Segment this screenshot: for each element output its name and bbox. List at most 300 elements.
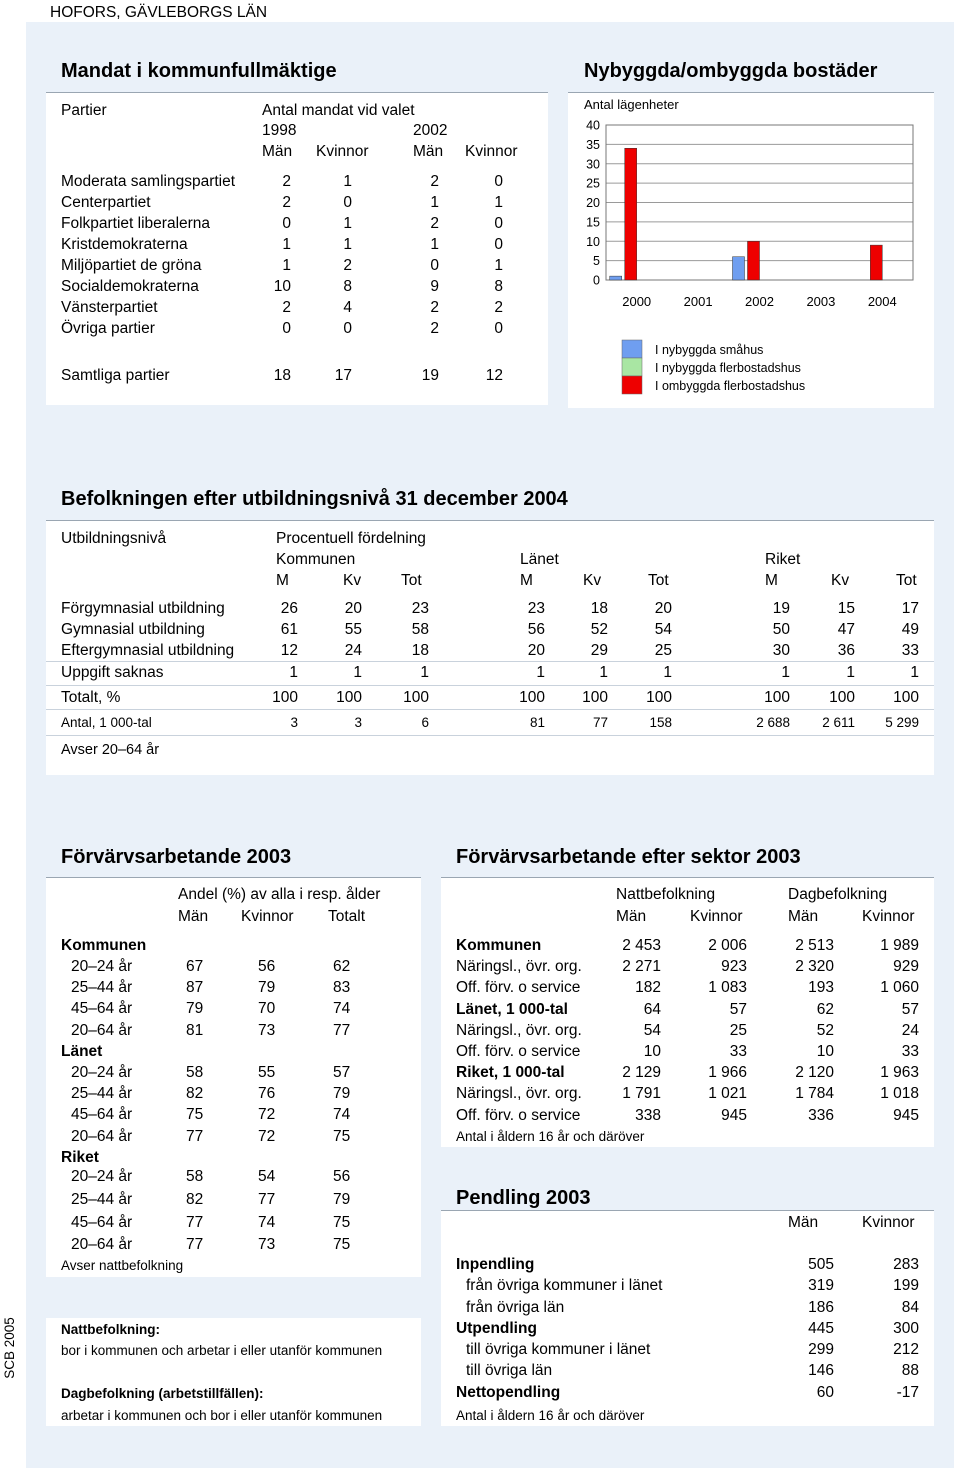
utb-title: Befolkningen efter utbildningsnivå 31 december 2004: [61, 488, 568, 510]
sektor-cell: 1 021: [708, 1085, 747, 1102]
chart-x-tick: 2001: [683, 294, 713, 309]
utb-cell: 56: [527, 621, 545, 638]
utb-col-group: Procentuell fördelning: [276, 530, 426, 547]
forv-cell: 77: [186, 1214, 204, 1231]
mandat-cell: 9: [430, 278, 439, 295]
chart-bar: [748, 241, 760, 280]
utb-subcol: Kv: [343, 572, 362, 589]
sektor-cell: 24: [901, 1022, 919, 1039]
forv-cell: 75: [186, 1106, 204, 1123]
mandat-subcol: Kvinnor: [465, 143, 518, 160]
mandat-cell: 2: [343, 257, 352, 274]
utb-cell: 100: [582, 689, 608, 706]
forv-subcol: Kvinnor: [241, 908, 294, 925]
utb-cell: 2 611: [822, 715, 855, 730]
pendling-cell: 212: [893, 1341, 919, 1358]
def-nattbefolkning-text: bor i kommunen och arbetar i eller utanför kommunen: [61, 1343, 383, 1358]
forv-cell: 55: [258, 1064, 276, 1081]
utb-region: Länet: [520, 551, 559, 568]
sektor-cell: 62: [816, 1001, 834, 1018]
chart-y-tick: 10: [586, 234, 600, 249]
chart-title: Nybyggda/ombyggda bostäder: [584, 60, 878, 82]
chart-bar: [733, 257, 745, 280]
forv-cell: 75: [333, 1236, 351, 1253]
sektor-group: Nattbefolkning: [616, 886, 716, 903]
footer-label: SCB 2005: [2, 1317, 17, 1379]
forv-cell: 87: [186, 979, 204, 996]
chart-legend-label: I ombyggda flerbostadshus: [655, 379, 806, 393]
pendling-cell: 299: [808, 1341, 834, 1358]
forv-cell: 56: [333, 1168, 351, 1185]
forv-title: Förvärvsarbetande 2003: [61, 846, 292, 868]
utb-cell: 20: [654, 600, 672, 617]
sektor-cell: 2 513: [795, 937, 834, 954]
forv-cell: 79: [333, 1191, 351, 1208]
mandat-cell: 0: [494, 320, 503, 337]
chart-y-tick: 30: [586, 157, 600, 172]
utb-cell: 23: [411, 600, 429, 617]
mandat-col-group: Antal mandat vid valet: [262, 102, 415, 119]
utb-col-level: Utbildningsnivå: [61, 530, 167, 547]
sektor-cell: 25: [729, 1022, 747, 1039]
utb-subcol: Tot: [896, 572, 917, 589]
utb-cell: 17: [901, 600, 919, 617]
forv-section-1: Länet: [61, 1043, 103, 1060]
utb-cell: 47: [837, 621, 855, 638]
utb-subcol: M: [276, 572, 289, 589]
forv-cell: 54: [258, 1168, 276, 1185]
utb-subcol: M: [765, 572, 778, 589]
chart-y-tick: 20: [586, 196, 600, 210]
mandat-party-name: Övriga partier: [61, 320, 155, 337]
chart-y-tick: 0: [593, 273, 600, 288]
utb-cell: 2 688: [756, 715, 790, 730]
mandat-total-cell: 18: [273, 367, 291, 384]
chart-x-tick: 2000: [622, 294, 652, 309]
forv-age: 25–44 år: [71, 1191, 133, 1208]
mandat-party-name: Vänsterpartiet: [61, 299, 158, 316]
mandat-cell: 1: [430, 194, 439, 211]
mandat-cell: 1: [282, 236, 291, 253]
forv-cell: 73: [258, 1022, 276, 1039]
forv-age: 45–64 år: [71, 1000, 133, 1017]
chart-x-tick: 2004: [867, 294, 897, 309]
forv-age: 20–24 år: [71, 1168, 133, 1185]
mandat-col-parties: Partier: [61, 102, 107, 119]
sektor-cell: 10: [643, 1043, 661, 1060]
sektor-cell: 2 120: [795, 1064, 834, 1081]
chart-legend-swatch: [622, 376, 642, 394]
utb-cell: 3: [290, 715, 298, 730]
utb-cell: 1: [781, 664, 790, 681]
utb-cell: 100: [403, 689, 429, 706]
pendling-row-name: Utpendling: [456, 1320, 537, 1337]
mandat-cell: 2: [430, 299, 439, 316]
utb-cell: 1: [289, 664, 298, 681]
sektor-cell: 2 320: [795, 958, 834, 975]
sektor-cell: 336: [808, 1107, 834, 1124]
forv-section-2: Riket: [61, 1149, 99, 1166]
utb-subcol: Kv: [583, 572, 602, 589]
forv-age: 20–24 år: [71, 1064, 133, 1081]
forv-cell: 74: [333, 1106, 351, 1123]
pendling-cell: 505: [808, 1256, 834, 1273]
mandat-cell: 2: [282, 173, 291, 190]
mandat-party-name: Folkpartiet liberalerna: [61, 215, 211, 232]
pendling-subcol: Män: [788, 1214, 819, 1231]
chart-y-tick: 25: [586, 176, 600, 191]
utb-cell: 18: [590, 600, 608, 617]
chart-legend-label: I nybyggda småhus: [655, 343, 764, 357]
utb-row-separator: [46, 735, 934, 736]
sektor-cell: 64: [643, 1001, 661, 1018]
forv-cell: 83: [333, 979, 351, 996]
forv-cell: 77: [258, 1191, 276, 1208]
forv-cell: 56: [258, 958, 276, 975]
bar-chart: [568, 92, 934, 408]
sektor-cell: 57: [901, 1001, 919, 1018]
sektor-row-name: Off. förv. o service: [456, 979, 581, 996]
pendling-row-name: Nettopendling: [456, 1384, 561, 1401]
pendling-note: Antal i åldern 16 år och däröver: [456, 1408, 645, 1423]
forv-age: 45–64 år: [71, 1106, 133, 1123]
utb-subcol: Kv: [831, 572, 850, 589]
mandat-party-name: Moderata samlingspartiet: [61, 173, 236, 190]
pendling-row-name: till övriga kommuner i länet: [466, 1341, 651, 1358]
utb-cell: 100: [893, 689, 919, 706]
sektor-cell: 1 060: [880, 979, 919, 996]
utb-cell: 1: [353, 664, 362, 681]
forv-cell: 58: [186, 1168, 204, 1185]
mandat-cell: 0: [282, 215, 291, 232]
sektor-cell: 10: [816, 1043, 834, 1060]
footer-container: [0, 1300, 18, 1410]
chart-x-tick: 2003: [806, 294, 836, 309]
utb-cell: 33: [901, 642, 919, 659]
mandat-cell: 0: [343, 194, 352, 211]
utb-row-name: Förgymnasial utbildning: [61, 600, 225, 617]
mandat-party-name: Centerpartiet: [61, 194, 151, 211]
forv-age: 20–64 år: [71, 1236, 133, 1253]
utb-row-name: Eftergymnasial utbildning: [61, 642, 235, 659]
forv-cell: 72: [258, 1106, 276, 1123]
utb-cell: 12: [280, 642, 298, 659]
utb-cell: 58: [411, 621, 429, 638]
utb-subcol: Tot: [401, 572, 422, 589]
utb-cell: 36: [837, 642, 855, 659]
mandat-cell: 0: [282, 320, 291, 337]
forv-cell: 70: [258, 1000, 276, 1017]
utb-cell: 61: [280, 621, 298, 638]
utb-cell: 100: [829, 689, 855, 706]
chart-y-tick: 35: [586, 137, 600, 152]
mandat-cell: 2: [494, 299, 503, 316]
forv-cell: 82: [186, 1191, 204, 1208]
pendling-title: Pendling 2003: [456, 1187, 591, 1209]
forv-cell: 57: [333, 1064, 351, 1081]
mandat-subcol: Män: [413, 143, 444, 160]
forv-cell: 79: [258, 979, 276, 996]
utb-region: Kommunen: [276, 551, 356, 568]
utb-cell: 1: [536, 664, 545, 681]
mandat-party-name: Miljöpartiet de gröna: [61, 257, 202, 274]
sektor-row-name: Näringsl., övr. org.: [456, 1022, 582, 1039]
mandat-year-1998: 1998: [262, 122, 297, 139]
forv-age: 25–44 år: [71, 979, 133, 996]
sektor-row-name: Off. förv. o service: [456, 1043, 581, 1060]
chart-y-tick: 5: [593, 254, 600, 269]
mandat-party-name: Kristdemokraterna: [61, 236, 188, 253]
pendling-row-name: Inpendling: [456, 1256, 535, 1273]
pendling-cell: 319: [808, 1277, 834, 1294]
mandat-cell: 0: [494, 236, 503, 253]
sektor-cell: 1 963: [880, 1064, 919, 1081]
utb-cell: 55: [344, 621, 362, 638]
sektor-rule: [441, 877, 934, 878]
sektor-row-name: Off. förv. o service: [456, 1107, 581, 1124]
mandat-cell: 0: [343, 320, 352, 337]
forv-cell: 73: [258, 1236, 276, 1253]
utb-cell: 15: [837, 600, 855, 617]
utb-cell: 100: [336, 689, 362, 706]
chart-legend-label: I nybyggda flerbostadshus: [655, 361, 801, 375]
sektor-note: Antal i åldern 16 år och däröver: [456, 1129, 645, 1144]
utb-cell: 158: [649, 715, 672, 730]
forv-subcol: Totalt: [328, 908, 366, 925]
mandat-cell: 0: [430, 257, 439, 274]
sektor-cell: 945: [893, 1107, 919, 1124]
mandat-title: Mandat i kommunfullmäktige: [61, 60, 337, 82]
utb-cell: 49: [901, 621, 919, 638]
forv-age: 45–64 år: [71, 1214, 133, 1231]
utb-cell: 1: [910, 664, 919, 681]
mandat-cell: 1: [494, 257, 503, 274]
utb-cell: 100: [764, 689, 790, 706]
pendling-row-name: från övriga kommuner i länet: [466, 1277, 663, 1294]
sektor-cell: 52: [816, 1022, 834, 1039]
sektor-row-name: Näringsl., övr. org.: [456, 1085, 582, 1102]
def-dagbefolkning-title: Dagbefolkning (arbetstillfällen):: [61, 1386, 264, 1401]
sektor-cell: 2 129: [622, 1064, 661, 1081]
forv-subcol: Män: [178, 908, 209, 925]
mandat-cell: 4: [343, 299, 352, 316]
sektor-cell: 929: [893, 958, 919, 975]
mandat-cell: 1: [282, 257, 291, 274]
utb-cell: 100: [646, 689, 672, 706]
utb-row-name: Antal, 1 000-tal: [61, 715, 152, 730]
utb-cell: 100: [272, 689, 298, 706]
utb-subcol: M: [520, 572, 533, 589]
utb-cell: 25: [654, 642, 672, 659]
mandat-cell: 10: [273, 278, 291, 295]
sektor-cell: 338: [635, 1107, 661, 1124]
pendling-row-name: från övriga län: [466, 1299, 565, 1316]
forv-age: 20–64 år: [71, 1022, 133, 1039]
utb-note: Avser 20–64 år: [61, 742, 160, 758]
pendling-cell: 300: [893, 1320, 919, 1337]
utb-cell: 29: [590, 642, 608, 659]
mandat-total-name: Samtliga partier: [61, 367, 170, 384]
sektor-cell: 33: [729, 1043, 747, 1060]
sektor-cell: 1 018: [880, 1085, 919, 1102]
chart-y-tick: 40: [586, 118, 600, 133]
sektor-title: Förvärvsarbetande efter sektor 2003: [456, 846, 801, 868]
forv-cell: 77: [186, 1128, 204, 1145]
sektor-cell: 1 791: [622, 1085, 661, 1102]
forv-cell: 62: [333, 958, 351, 975]
sektor-cell: 193: [808, 979, 834, 996]
sektor-row-name: Kommunen: [456, 937, 542, 954]
mandat-subcol: Män: [262, 143, 293, 160]
utb-cell: 6: [421, 715, 429, 730]
sektor-cell: 1 989: [880, 937, 919, 954]
mandat-cell: 1: [494, 194, 503, 211]
utb-cell: 18: [411, 642, 429, 659]
forv-cell: 82: [186, 1085, 204, 1102]
pendling-subcol: Kvinnor: [862, 1214, 915, 1231]
mandat-cell: 2: [430, 320, 439, 337]
mandat-total-cell: 17: [334, 367, 352, 384]
sektor-cell: 33: [901, 1043, 919, 1060]
mandat-cell: 2: [430, 215, 439, 232]
utb-region: Riket: [765, 551, 801, 568]
sektor-cell: 1 966: [708, 1064, 747, 1081]
utb-cell: 19: [772, 600, 790, 617]
utb-cell: 52: [590, 621, 608, 638]
forv-age: 20–64 år: [71, 1128, 133, 1145]
mandat-party-name: Socialdemokraterna: [61, 278, 199, 295]
sektor-subcol: Män: [788, 908, 819, 925]
utb-cell: 5 299: [885, 715, 919, 730]
mandat-cell: 2: [282, 194, 291, 211]
utb-row-name: Gymnasial utbildning: [61, 621, 205, 638]
utb-cell: 77: [592, 715, 608, 730]
forv-cell: 81: [186, 1022, 204, 1039]
forv-age: 25–44 år: [71, 1085, 133, 1102]
mandat-total-cell: 19: [421, 367, 439, 384]
forv-age: 20–24 år: [71, 958, 133, 975]
forv-cell: 77: [333, 1022, 351, 1039]
mandat-cell: 1: [430, 236, 439, 253]
pendling-cell: 84: [901, 1299, 919, 1316]
pendling-cell: 186: [808, 1299, 834, 1316]
utb-cell: 1: [663, 664, 672, 681]
forv-cell: 75: [333, 1128, 351, 1145]
pendling-cell: -17: [896, 1384, 919, 1401]
utb-row-name: Uppgift saknas: [61, 664, 164, 681]
chart-bar: [870, 245, 882, 280]
sektor-subcol: Kvinnor: [862, 908, 915, 925]
mandat-cell: 1: [343, 215, 352, 232]
chart-x-tick: 2002: [745, 294, 774, 309]
def-nattbefolkning-title: Nattbefolkning:: [61, 1322, 160, 1337]
utb-row-separator: [46, 685, 934, 686]
mandat-rule: [46, 92, 548, 93]
pendling-cell: 199: [893, 1277, 919, 1294]
utb-rule: [46, 520, 934, 521]
chart-ylabel: Antal lägenheter: [584, 97, 679, 112]
mandat-cell: 8: [343, 278, 352, 295]
mandat-cell: 1: [343, 173, 352, 190]
sektor-cell: 1 083: [708, 979, 747, 996]
forv-cell: 74: [333, 1000, 351, 1017]
utb-cell: 1: [599, 664, 608, 681]
mandat-cell: 2: [430, 173, 439, 190]
chart-bar: [625, 148, 637, 280]
sektor-cell: 2 453: [622, 937, 661, 954]
sektor-row-name: Näringsl., övr. org.: [456, 958, 582, 975]
utb-cell: 100: [519, 689, 545, 706]
forv-col-group: Andel (%) av alla i resp. ålder: [178, 886, 381, 903]
location-header: HOFORS, GÄVLEBORGS LÄN: [50, 4, 268, 21]
sektor-cell: 54: [643, 1022, 661, 1039]
utb-row-name: Totalt, %: [61, 689, 121, 706]
forv-cell: 76: [258, 1085, 276, 1102]
pendling-rule: [441, 1210, 934, 1211]
pendling-cell: 88: [901, 1362, 919, 1379]
forv-cell: 72: [258, 1128, 276, 1145]
forv-cell: 75: [333, 1214, 351, 1231]
utb-row-separator: [46, 661, 934, 662]
mandat-cell: 0: [494, 173, 503, 190]
sektor-group: Dagbefolkning: [788, 886, 888, 903]
forv-cell: 58: [186, 1064, 204, 1081]
forv-note: Avser nattbefolkning: [61, 1258, 184, 1273]
sektor-subcol: Män: [616, 908, 647, 925]
utb-cell: 50: [772, 621, 790, 638]
sektor-cell: 1 784: [795, 1085, 834, 1102]
mandat-year-2002: 2002: [413, 122, 448, 139]
sektor-cell: 2 271: [622, 958, 661, 975]
utb-cell: 20: [527, 642, 545, 659]
sektor-row-name: Riket, 1 000-tal: [456, 1064, 565, 1081]
utb-cell: 26: [280, 600, 298, 617]
forv-cell: 77: [186, 1236, 204, 1253]
utb-cell: 1: [420, 664, 429, 681]
chart-bar: [610, 276, 622, 280]
chart-legend-swatch: [622, 340, 642, 358]
utb-cell: 24: [344, 642, 362, 659]
mandat-subcol: Kvinnor: [316, 143, 369, 160]
sektor-cell: 57: [729, 1001, 747, 1018]
sektor-cell: 2 006: [708, 937, 747, 954]
sektor-cell: 945: [721, 1107, 747, 1124]
mandat-cell: 2: [282, 299, 291, 316]
forv-cell: 67: [186, 958, 204, 975]
mandat-total-cell: 12: [485, 367, 503, 384]
sektor-row-name: Länet, 1 000-tal: [456, 1001, 568, 1018]
utb-cell: 81: [529, 715, 545, 730]
pendling-row-name: till övriga län: [466, 1362, 553, 1379]
mandat-cell: 8: [494, 278, 503, 295]
utb-cell: 1: [846, 664, 855, 681]
forv-rule: [46, 877, 421, 878]
utb-cell: 3: [354, 715, 362, 730]
utb-cell: 20: [344, 600, 362, 617]
utb-cell: 30: [772, 642, 790, 659]
sektor-cell: 923: [721, 958, 747, 975]
mandat-cell: 1: [343, 236, 352, 253]
forv-cell: 74: [258, 1214, 276, 1231]
pendling-cell: 283: [893, 1256, 919, 1273]
sektor-subcol: Kvinnor: [690, 908, 743, 925]
chart-y-tick: 15: [586, 215, 600, 230]
pendling-cell: 60: [816, 1384, 834, 1401]
def-dagbefolkning-text: arbetar i kommunen och bor i eller utanför kommunen: [61, 1408, 383, 1423]
utb-subcol: Tot: [648, 572, 669, 589]
utb-cell: 23: [527, 600, 545, 617]
mandat-cell: 0: [494, 215, 503, 232]
